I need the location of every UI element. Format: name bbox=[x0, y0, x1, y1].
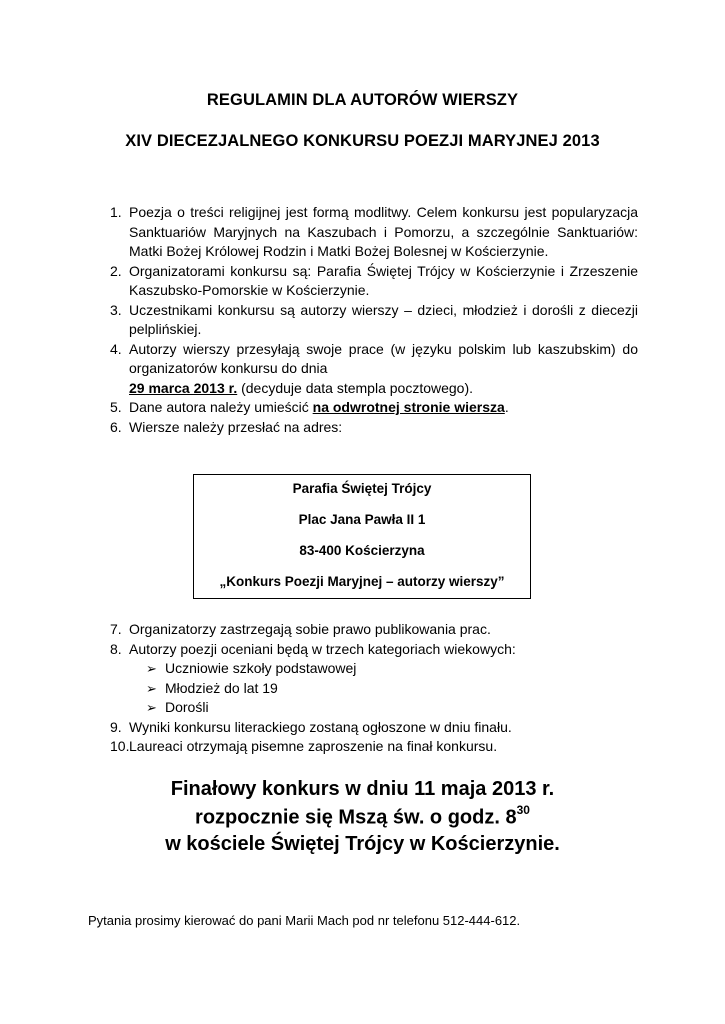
rule-text: Organizatorami konkursu są: Parafia Świętej Trójcy w Kościerzynie i Zrzeszenie Kaszubsko-Pomorskie w Kościerzynie. bbox=[129, 262, 638, 298]
rule-item-6 bbox=[110, 418, 638, 438]
rule-item-2 bbox=[110, 262, 638, 301]
deadline-date: 29 marca 2013 r. bbox=[129, 379, 238, 396]
rule-text: Autorzy wierszy przesyłają swoje prace (w języku polskim lub kaszubskim) do organizatorów konkursu do dnia bbox=[129, 340, 638, 376]
final-announcement-line2 bbox=[0, 805, 725, 830]
final-announcement-line3: w kościele Świętej Trójcy w Kościerzynie. bbox=[165, 833, 560, 855]
category-item bbox=[110, 698, 638, 718]
rules-list-part1 bbox=[110, 203, 638, 437]
rule-number: 5. bbox=[110, 399, 122, 415]
rule-number: 3. bbox=[110, 301, 122, 318]
rule-text: Laureaci otrzymają pisemne zaproszenie na finał konkursu. bbox=[129, 738, 498, 754]
category-label: Młodzież do lat 19 bbox=[165, 679, 278, 696]
contact-footer: Pytania prosimy kierować do pani Marii Mach pod nr telefonu 512-444-612. bbox=[88, 913, 521, 928]
final-announcement-line1: Finałowy konkurs w dniu 11 maja 2013 r. bbox=[170, 778, 555, 800]
rule-text: Autorzy poezji oceniani będą w trzech kategoriach wiekowych: bbox=[129, 640, 516, 657]
arrow-bullet-icon: ➢ bbox=[146, 700, 157, 715]
rule-item-4 bbox=[110, 340, 638, 399]
arrow-bullet-icon: ➢ bbox=[146, 661, 157, 676]
address-box bbox=[193, 474, 531, 599]
rule-text-part: . bbox=[504, 399, 509, 415]
rule-item-1 bbox=[110, 203, 638, 262]
rule-text: Wiersze należy przesłać na adres: bbox=[129, 418, 343, 435]
rule-text: Wyniki konkursu literackiego zostaną ogłoszone w dniu finału. bbox=[129, 718, 512, 735]
page-subtitle: XIV DIECEZJALNEGO KONKURSU POEZJI MARYJNEJ 2013 bbox=[125, 132, 600, 150]
rule-number: 7. bbox=[110, 621, 122, 637]
rule-text bbox=[129, 398, 638, 418]
rule-text-emphasis: na odwrotnej stronie wiersza bbox=[312, 399, 505, 415]
category-item bbox=[110, 679, 638, 699]
category-label: Uczniowie szkoły podstawowej bbox=[165, 660, 357, 676]
page-title: REGULAMIN DLA AUTORÓW WIERSZY bbox=[206, 91, 519, 109]
category-label: Dorośli bbox=[165, 699, 209, 715]
rules-list-part2 bbox=[110, 620, 638, 757]
rule-number: 8. bbox=[110, 640, 122, 657]
final-time-text: rozpocznie się Mszą św. o godz. 8 bbox=[195, 806, 517, 829]
rule-text: Uczestnikami konkursu są autorzy wierszy – dzieci, młodzież i dorośli z diecezji pelplińskiej. bbox=[129, 301, 638, 337]
final-time-minutes: 30 bbox=[516, 803, 530, 817]
rule-text: Organizatorzy zastrzegają sobie prawo publikowania prac. bbox=[129, 621, 491, 637]
rule-number: 9. bbox=[110, 718, 122, 735]
rule-number: 2. bbox=[110, 262, 122, 279]
address-line: 83-400 Kościerzyna bbox=[299, 543, 425, 558]
address-line: Plac Jana Pawła II 1 bbox=[298, 512, 426, 527]
rule-number: 1. bbox=[110, 204, 122, 220]
rule-number: 4. bbox=[110, 340, 122, 357]
category-item bbox=[110, 659, 638, 679]
rule-item-3 bbox=[110, 301, 638, 340]
rule-number: 10. bbox=[110, 738, 130, 754]
address-line: „Konkurs Poezji Maryjnej – autorzy wierszy” bbox=[219, 574, 505, 589]
rule-item-10 bbox=[110, 737, 638, 757]
deadline-note: (decyduje data stempla pocztowego). bbox=[237, 379, 474, 396]
arrow-bullet-icon: ➢ bbox=[146, 680, 157, 696]
address-line: Parafia Świętej Trójcy bbox=[292, 481, 432, 496]
rule-item-7 bbox=[110, 620, 638, 640]
rule-text-part: Dane autora należy umieścić bbox=[129, 399, 313, 415]
rule-text: Poezja o treści religijnej jest formą modlitwy. Celem konkursu jest popularyzacja Sanktuariów Maryjnych na Kaszubach i Pomorzu, a szczególnie Sanktuariów: Matki Bożej Królowej Rodzin i Matki Bożej Bolesnej w Kościerzynie. bbox=[129, 204, 638, 259]
rule-number: 6. bbox=[110, 418, 122, 435]
rule-item-8 bbox=[110, 640, 638, 660]
rule-deadline bbox=[129, 379, 638, 399]
rule-item-9 bbox=[110, 718, 638, 738]
rule-item-5 bbox=[110, 398, 638, 418]
